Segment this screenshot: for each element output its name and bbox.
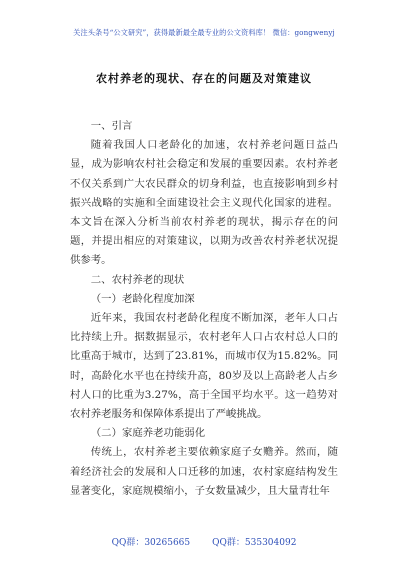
section-heading-status: 二、农村养老的现状	[90, 273, 185, 286]
qq-group-1: QQ群：30265665	[111, 538, 191, 548]
paragraph-intro: 随着我国人口老龄化的加速，农村养老问题日益凸显，成为影响农村社会稳定和发展的重要因素。农村养老不仅关系到广大农民群众的切身利益，也直接影响到乡村振兴战略的实施和全面建设社会主义现代化国家的进程。本文旨在深入分析当前农村养老的现状，揭示存在的问题，并提出相应的对策建议，以期为改善农村养老状况提供参考。	[70, 139, 338, 267]
document-body	[70, 117, 338, 501]
promo-header: 关注头条号“公文研究”，获得最新最全最专业的公文资料库！ 微信：gongwenyj	[73, 28, 335, 37]
section-heading-intro: 一、引言	[90, 120, 133, 132]
paragraph-family: 传统上，农村养老主要依赖家庭子女赡养。然而，随着经济社会的发展和人口迁移的加速，农村家庭结构发生显著变化，家庭规模缩小，子女数量减少，且大量青壮年	[70, 446, 338, 497]
qq-group-2: QQ群：535304092	[212, 538, 297, 548]
document-title: 农村养老的现状、存在的问题及对策建议	[96, 72, 312, 85]
subsection-heading-family: （二）家庭养老功能弱化	[90, 427, 206, 440]
subsection-heading-aging: （一）老龄化程度加深	[90, 292, 195, 305]
promo-footer	[0, 535, 408, 548]
paragraph-aging: 近年来，我国农村老龄化程度不断加深，老年人口占比持续上升。据数据显示，农村老年人口占农村总人口的比重高于城市，达到了23.81%，而城市仅为15.82%。同时，高龄化水平也在持续升高，80岁及以上高龄老人占乡村人口的比重为3.27%，高于全国平均水平。这一趋势对农村养老服务和保障体系提出了严峻挑战。	[70, 312, 338, 421]
